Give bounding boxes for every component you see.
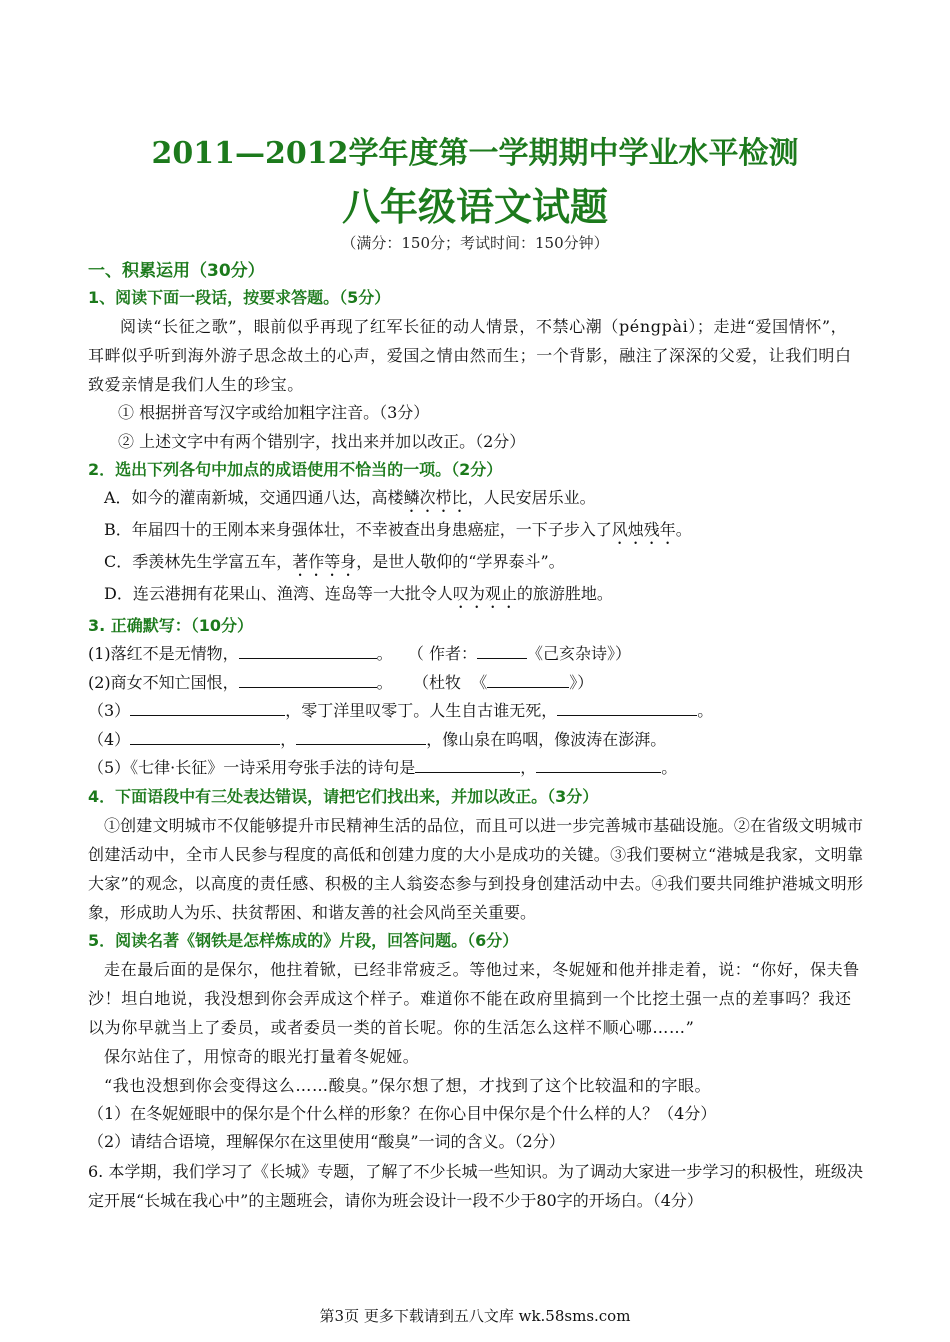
question-1-sub-2: ② 上述文字中有两个错别字，找出来并加以改正。（2分） [118, 431, 526, 451]
option-b-idiom: 风烛残年 [611, 520, 676, 539]
answer-blank[interactable] [557, 697, 697, 716]
question-5-sub-1: （1）在冬妮娅眼中的保尔是个什么样的形象？在你心目中保尔是个什么样的人？（4分） [88, 1103, 717, 1123]
answer-blank[interactable] [239, 669, 377, 688]
dictation-4-num: （4） [88, 729, 131, 749]
option-d-text-end: 的旅游胜地。 [516, 584, 613, 603]
exam-subject-title: 八年级语文试题 [341, 184, 608, 229]
novel-excerpt-para-1: 走在最后面的是保尔，他拄着锨，已经非常疲乏。等他过来，冬妮娅和他并排走着，说：“你好，保夫鲁沙！坦白地说，我没想到你会弄成这个样子。难道你不能在政府里搞到一个比挖土强一点的差事吗？我还以为你早就当上了委员，或者委员一类的首长呢。你的生活怎么这样不顺心哪……” [88, 959, 860, 1037]
question-3-heading: 3. 正确默写：（10分） [88, 616, 254, 635]
option-d-idiom: 叹为观止 [452, 584, 517, 603]
option-a-idiom: 鳞次栉比 [403, 488, 468, 507]
dictation-4-comma: ， [280, 729, 297, 749]
dictation-5-comma: ， [520, 758, 537, 777]
answer-blank[interactable] [477, 640, 527, 659]
dictation-4-text: ，像山泉在呜咽，像波涛在澎湃。 [426, 729, 667, 749]
exam-title: 2011—2012学年度第一学期期中学业水平检测 [151, 136, 799, 171]
question-5-heading: 5．阅读名著《钢铁是怎样炼成的》片段，回答问题。（6分） [88, 930, 519, 950]
question-4-passage: ①创建文明城市不仅能够提升市民精神生活的品位，而且可以进一步完善城市基础设施。②在省级文明城市创建活动中，全市人民参与程度的高低和创建力度的大小是成功的关键。③我们要树立“港城是我家，文明靠大家”的观念，以高度的责任感、积极的主人翁姿态参与到投身创建活动中去。④我们要共同维护港城文明形象，形成助人为乐、扶贫帮困、和谐友善的社会风尚至关重要。 [88, 815, 863, 922]
dictation-5-text: （5）《七律·长征》一诗采用夸张手法的诗句是 [88, 758, 416, 777]
dictation-line-5 [88, 754, 863, 783]
dictation-2-mid: 。 （杜牧 《 [376, 672, 488, 692]
option-c [88, 548, 863, 580]
dictation-line-3 [88, 697, 863, 726]
answer-blank[interactable] [415, 754, 520, 773]
dictation-1-end: 《己亥杂诗》） [527, 644, 632, 663]
question-1-passage: 阅读“长征之歌”，眼前似乎再现了红军长征的动人情景，不禁心潮（péngpài）；走进“爱国情怀”，耳畔似乎听到海外游子思念故土的心声，爱国之情由然而生；一个背影，融注了深深的父爱，让我们明白致爱亲情是我们人生的珍宝。 [88, 317, 852, 394]
option-c-text: C．季羡林先生学富五车， [104, 552, 293, 571]
answer-blank[interactable] [536, 754, 661, 773]
answer-blank[interactable] [296, 726, 426, 745]
exam-content [88, 258, 863, 1215]
option-d-text: D．连云港拥有花果山、渔湾、连岛等一大批令人 [104, 584, 453, 603]
page-footer: 第3页 更多下载请到五八文库 wk.58sms.com [319, 1307, 631, 1325]
novel-excerpt-para-3: “我也没想到你会变得这么……酸臭。”保尔想了想，才找到了这个比较温和的字眼。 [104, 1075, 712, 1095]
question-4-heading: 4．下面语段中有三处表达错误，请把它们找出来，并加以改正。（3分） [88, 786, 599, 806]
question-2-heading: 2．选出下列各句中加点的成语使用不恰当的一项。（2分） [88, 460, 503, 479]
option-b-text: B．年届四十的王刚本来身强体壮，不幸被查出身患癌症，一下子步入了 [104, 520, 612, 539]
option-d [88, 580, 863, 612]
novel-excerpt-para-2: 保尔站住了，用惊奇的眼光打量着冬妮娅。 [104, 1046, 420, 1066]
option-a [88, 484, 863, 516]
dictation-3-end: 。 [697, 701, 714, 720]
question-6: 6. 本学期，我们学习了《长城》专题，了解了不少长城一些知识。为了调动大家进一步学习的积极性，班级决定开展“长城在我心中”的主题班会，请你为班会设计一段不少于80字的开场白。（4分） [88, 1161, 863, 1210]
answer-blank[interactable] [130, 697, 285, 716]
question-1-sub-1: ① 根据拼音写汉字或给加粗字注音。（3分） [118, 403, 430, 422]
dictation-1-text: (1)落红不是无情物， [88, 644, 239, 663]
option-b [88, 516, 863, 548]
option-c-text-end: ，是世人敬仰的“学界泰斗”。 [356, 552, 565, 571]
option-c-idiom: 著作等身 [292, 552, 357, 571]
dictation-3-num: （3） [88, 701, 131, 720]
dictation-2-text: (2)商女不知亡国恨， [88, 672, 239, 692]
option-b-text-end: 。 [675, 520, 692, 539]
exam-info: （满分：150分；考试时间：150分钟） [341, 234, 609, 252]
option-a-text-end: ，人民安居乐业。 [467, 488, 596, 507]
dictation-2-end: 》） [569, 672, 594, 692]
answer-blank[interactable] [130, 726, 280, 745]
answer-blank[interactable] [487, 669, 569, 688]
section-heading: 一、积累运用（30分） [88, 261, 265, 281]
answer-blank[interactable] [239, 640, 377, 659]
dictation-1-mid: 。 （ 作者： [376, 644, 478, 663]
dictation-line-4 [88, 726, 863, 755]
question-5-sub-2: （2）请结合语境，理解保尔在这里使用“酸臭”一词的含义。（2分） [88, 1132, 565, 1151]
dictation-line-2 [88, 669, 863, 698]
dictation-5-end: 。 [661, 758, 678, 777]
question-1-heading: 1、阅读下面一段话，按要求答题。（5分） [88, 288, 391, 307]
dictation-line-1 [88, 640, 863, 669]
dictation-3-text: ，零丁洋里叹零丁。人生自古谁无死， [285, 701, 558, 720]
option-a-text: A．如今的灌南新城，交通四通八达，高楼 [104, 488, 404, 507]
